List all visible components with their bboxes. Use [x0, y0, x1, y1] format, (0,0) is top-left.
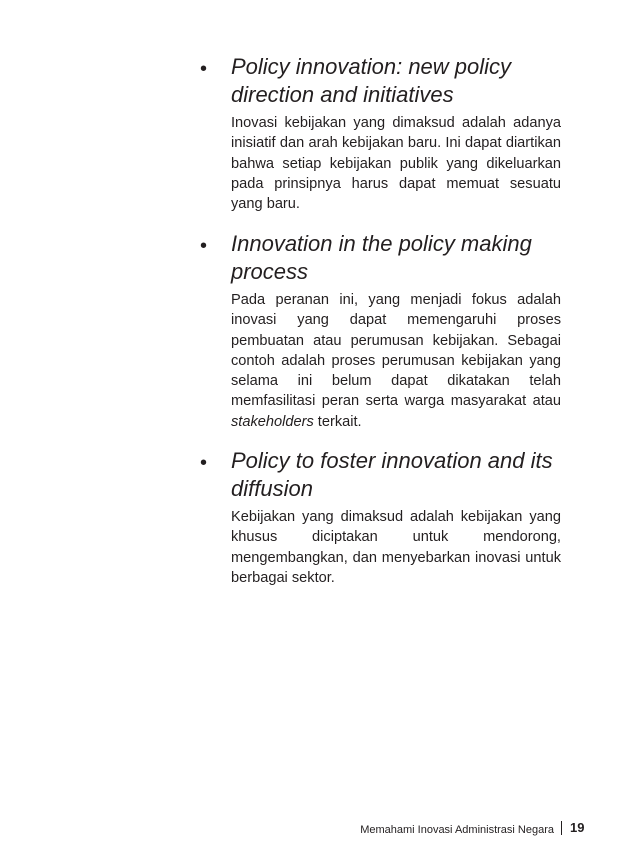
- page-number: 19: [570, 820, 585, 835]
- bullet-point: •: [200, 452, 208, 474]
- list-item-foster-innovation: [200, 447, 562, 592]
- list-item-policy-making-process: [200, 230, 562, 435]
- section-heading: Innovation in the policy making process: [231, 231, 532, 284]
- list-item-policy-innovation: [200, 53, 562, 213]
- section-body: [231, 290, 561, 432]
- section-heading: Policy to foster innovation and its diffusion: [231, 448, 553, 501]
- section-heading: Policy innovation: new policy direction and initiatives: [231, 54, 512, 107]
- section-body-text: Pada peranan ini, yang menjadi fokus adalah inovasi yang dapat memengaruhi proses pembuatan atau perumusan kebijakan. Sebagai contoh adalah proses perumusan kebijakan yang selama ini belum dapat dikatakan telah memfasilitasi peran serta warga masyarakat atau: [231, 292, 561, 410]
- section-body-italic-term: stakeholders: [231, 413, 314, 430]
- bullet-point: •: [200, 58, 208, 80]
- section-body-text-end: terkait.: [313, 413, 362, 430]
- footer-book-title: Memahami Inovasi Administrasi Negara: [360, 824, 554, 836]
- page-footer: [0, 820, 638, 840]
- bullet-point: •: [200, 235, 208, 257]
- footer-divider: [561, 821, 562, 835]
- section-body: Inovasi kebijakan yang dimaksud adalah adanya inisiatif dan arah kebijakan baru. Ini dapat diartikan bahwa setiap kebijakan publik yang dikeluarkan pada prinsipnya harus dapat memuat sesuatu yang baru.: [231, 115, 561, 213]
- section-body: Kebijakan yang dimaksud adalah kebijakan yang khusus diciptakan untuk mendorong, mengembangkan, dan menyebarkan inovasi untuk berbagai sektor.: [231, 509, 561, 586]
